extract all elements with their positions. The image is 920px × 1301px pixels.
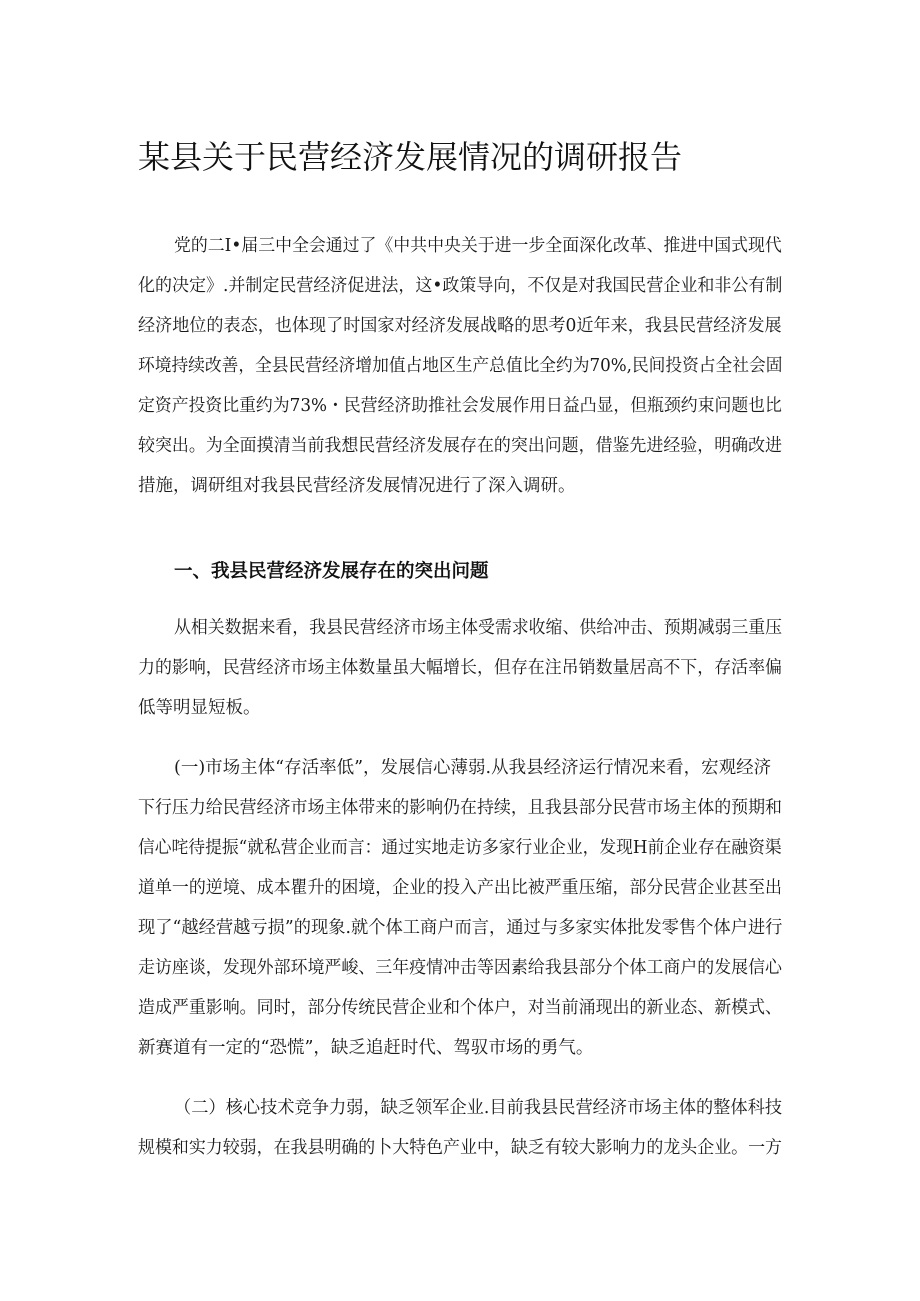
document-title: 某县关于民营经济发展情况的调研报告 — [138, 138, 683, 176]
paragraph-line: 党的二I•届三中全会通过了《中共中央关于进一步全面深化改革、推进中国式现代 — [174, 236, 782, 256]
paragraph-line: 较突出。为全面摸清当前我想民营经济发展存在的突出问题，借鉴先进经验，明确改进 — [138, 436, 782, 456]
paragraph-line: 信心咤待提振“就私营企业而言：通过实地走访多家行业企业，发现H前企业存在融资渠 — [138, 838, 782, 858]
paragraph-line: 化的决定》.并制定民营经济促进法，这•政策导向，不仅是对我国民营企业和非公有制 — [138, 276, 783, 296]
paragraph-line: 经济地位的表态，也体现了时国家对经济发展战略的思考0近年来，我县民营经济发展 — [138, 316, 782, 336]
paragraph-line: 低等明显短板。 — [138, 698, 261, 718]
paragraph-line: (一)市场主体“存活率低”，发展信心薄弱.从我县经济运行情况来看，宏观经济 — [174, 758, 772, 778]
paragraph-line: 造成严重影响。同时，部分传统民营企业和个体户，对当前涌现出的新业态、新模式、 — [138, 998, 782, 1018]
paragraph-line: 定资产投资比重约为73%・民营经济助推社会发展作用日益凸显，但瓶颈约束问题也比 — [138, 396, 782, 416]
paragraph-line: 现了“越经营越亏损”的现象.就个体工商户而言，通过与多家实体批发零售个体户进行 — [138, 918, 783, 938]
paragraph-line: 措施，调研组对我县民营经济发展情况进行了深入调研。 — [138, 476, 576, 496]
paragraph-line: 道单一的逆境、成本瞿升的困境，企业的投入产出比被严重压缩，部分民营企业甚至出 — [138, 878, 782, 898]
paragraph-line: 走访座谈，发现外部环境严峻、三年疫情冲击等因素给我县部分个体工商户的发展信心 — [138, 958, 782, 978]
paragraph-line: 下行压力给民营经济市场主体带来的影响仍在持续，且我县部分民营市场主体的预期和 — [138, 798, 782, 818]
paragraph-line: 新赛道有一定的“恐慌”，缺乏追赶时代、驾驭市场的勇气。 — [138, 1038, 594, 1058]
paragraph-line: 环境持续改善，全县民营经济增加值占地区生产总值比全约为70%,民间投资占全社会固 — [138, 356, 783, 376]
paragraph-line: 规模和实力较弱，在我县明确的卜大特色产业中，缺乏有较大影响力的龙头企业。一方 — [138, 1138, 782, 1158]
section-heading: 一、我县民营经济发展存在的突出问题 — [174, 561, 489, 582]
paragraph-line: 力的影响，民营经济市场主体数量虽大幅增长，但存在注吊销数量居高不下，存活率偏 — [138, 658, 782, 678]
paragraph-line: 从相关数据来看，我县民营经济市场主体受需求收缩、供给冲击、预期减弱三重压 — [174, 618, 783, 638]
paragraph-line: （二）核心技术竞争力弱，缺乏领军企业.目前我县民营经济市场主体的整体科技 — [174, 1098, 783, 1118]
